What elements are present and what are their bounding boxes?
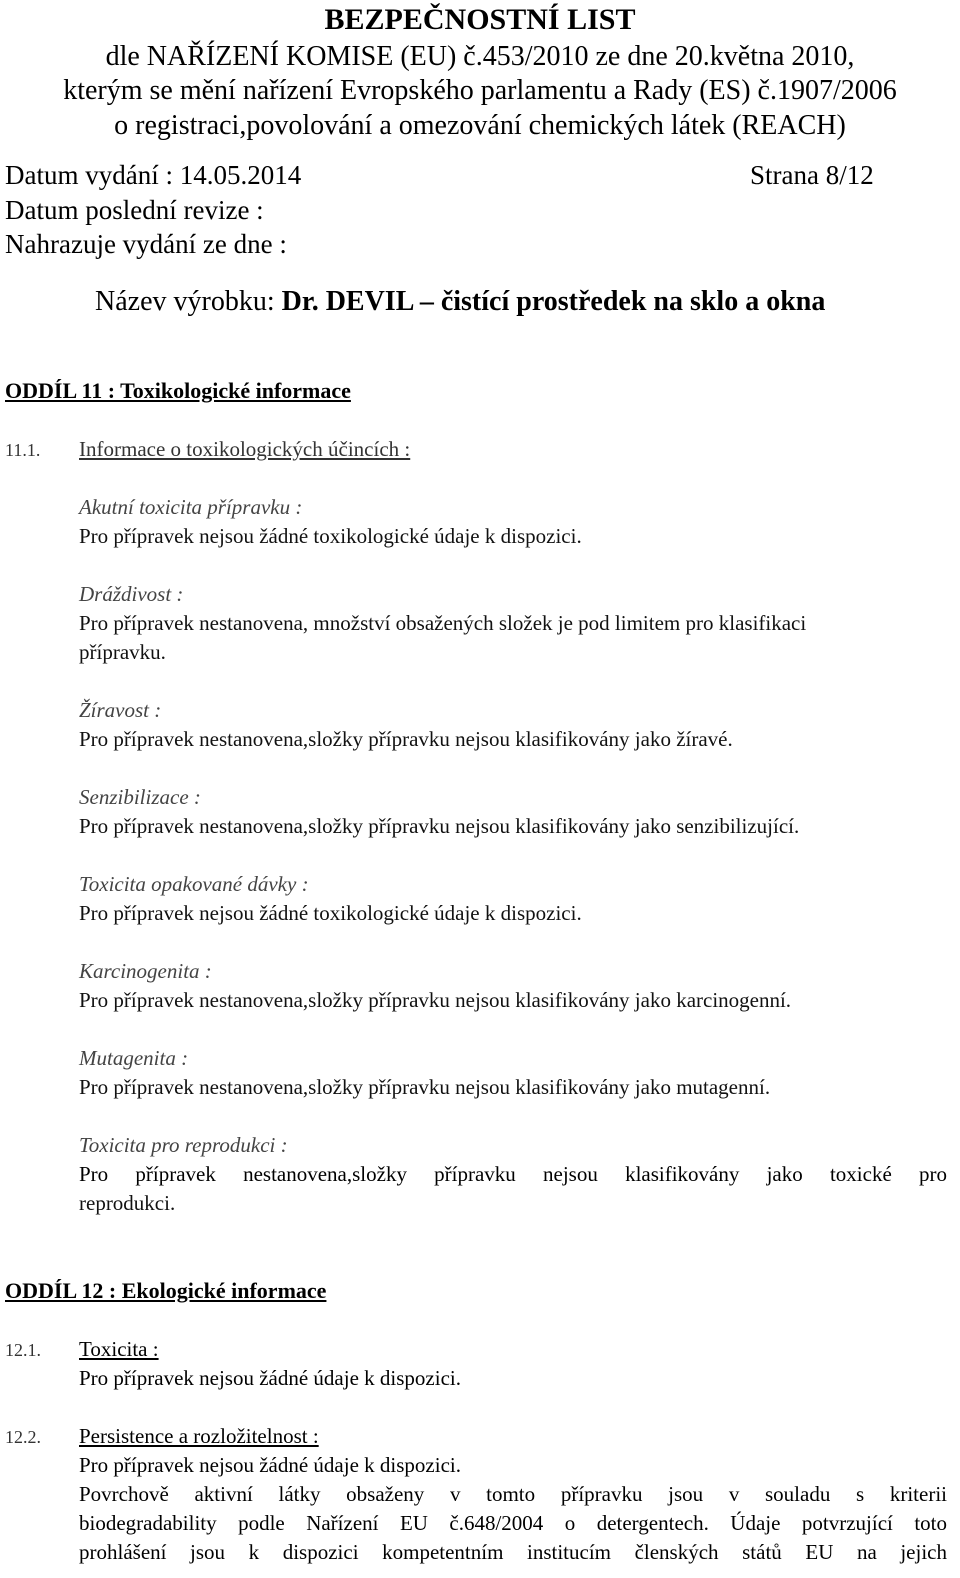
product-name: Dr. DEVIL – čistící prostředek na sklo a okna: [281, 286, 826, 317]
irritation-text: Pro přípravek nestanovena, množství obsažených složek je pod limitem pro klasifikaci: [79, 611, 807, 635]
sensitisation-text: Pro přípravek nestanovena,složky přípravku nejsou klasifikovány jako senzibilizující.: [79, 814, 800, 838]
toxicity-text: Pro přípravek nejsou žádné údaje k dispozici.: [79, 1366, 461, 1390]
persistence-text: Pro přípravek nejsou žádné údaje k dispozici.: [79, 1453, 461, 1477]
product-label: Název výrobku:: [95, 286, 282, 317]
replaces-issue: Nahrazuje vydání ze dne :: [5, 229, 287, 259]
reproductive-toxicity-label: Toxicita pro reprodukci :: [79, 1133, 288, 1157]
header-line-3: o registraci,povolování a omezování chemických látek (REACH): [114, 110, 846, 141]
header-line-2: kterým se mění nařízení Evropského parlamentu a Rady (ES) č.1907/2006: [63, 75, 897, 106]
subsection-12-2-number: 12.2.: [5, 1427, 41, 1447]
subsection-11-1-title: Informace o toxikologických účincích :: [79, 437, 411, 461]
carcinogenicity-text: Pro přípravek nestanovena,složky přípravku nejsou klasifikovány jako karcinogenní.: [79, 988, 792, 1012]
irritation-text-cont: přípravku.: [79, 640, 166, 664]
section-12-heading: ODDÍL 12 : Ekologické informace: [5, 1278, 327, 1303]
page-number: Strana 8/12: [750, 160, 874, 190]
section-11-heading: ODDÍL 11 : Toxikologické informace: [5, 378, 351, 403]
subsection-12-2-title: Persistence a rozložitelnost :: [79, 1424, 319, 1448]
mutagenicity-label: Mutagenita :: [79, 1046, 189, 1070]
irritation-label: Dráždivost :: [79, 582, 184, 606]
issue-date: Datum vydání : 14.05.2014: [5, 160, 302, 190]
subsection-11-1-number: 11.1.: [5, 440, 41, 460]
persistence-para-line-2: biodegradability podle Nařízení EU č.648/2004 o detergentech. Údaje potvrzující toto: [79, 1511, 947, 1535]
carcinogenicity-label: Karcinogenita :: [79, 959, 212, 983]
last-revision: Datum poslední revize :: [5, 195, 264, 225]
corrosivity-text: Pro přípravek nestanovena,složky přípravku nejsou klasifikovány jako žíravé.: [79, 727, 733, 751]
acute-toxicity-label: Akutní toxicita přípravku :: [79, 495, 303, 519]
repeated-dose-label: Toxicita opakované dávky :: [79, 872, 309, 896]
subsection-12-1-title: Toxicita :: [79, 1337, 159, 1361]
reproductive-toxicity-text: Pro přípravek nestanovena,složky přípravku nejsou klasifikovány jako toxické pro: [79, 1162, 947, 1186]
subsection-12-1-number: 12.1.: [5, 1340, 41, 1360]
document-title: BEZPEČNOSTNÍ LIST: [324, 3, 636, 36]
sensitisation-label: Senzibilizace :: [79, 785, 201, 809]
persistence-para-line-1: Povrchově aktivní látky obsaženy v tomto přípravku jsou v souladu s kriterii: [79, 1482, 947, 1506]
repeated-dose-text: Pro přípravek nejsou žádné toxikologické údaje k dispozici.: [79, 901, 582, 925]
header-line-1: dle NAŘÍZENÍ KOMISE (EU) č.453/2010 ze dne 20.května 2010,: [105, 41, 855, 72]
corrosivity-label: Žíravost :: [79, 698, 162, 722]
acute-toxicity-text: Pro přípravek nejsou žádné toxikologické údaje k dispozici.: [79, 524, 582, 548]
persistence-para-line-3: prohlášení jsou k dispozici kompetentním institucím členských států EU na jejich: [79, 1540, 947, 1564]
mutagenicity-text: Pro přípravek nestanovena,složky přípravku nejsou klasifikovány jako mutagenní.: [79, 1075, 771, 1099]
reproductive-toxicity-text-cont: reprodukci.: [79, 1191, 176, 1215]
product-line: [95, 285, 825, 319]
